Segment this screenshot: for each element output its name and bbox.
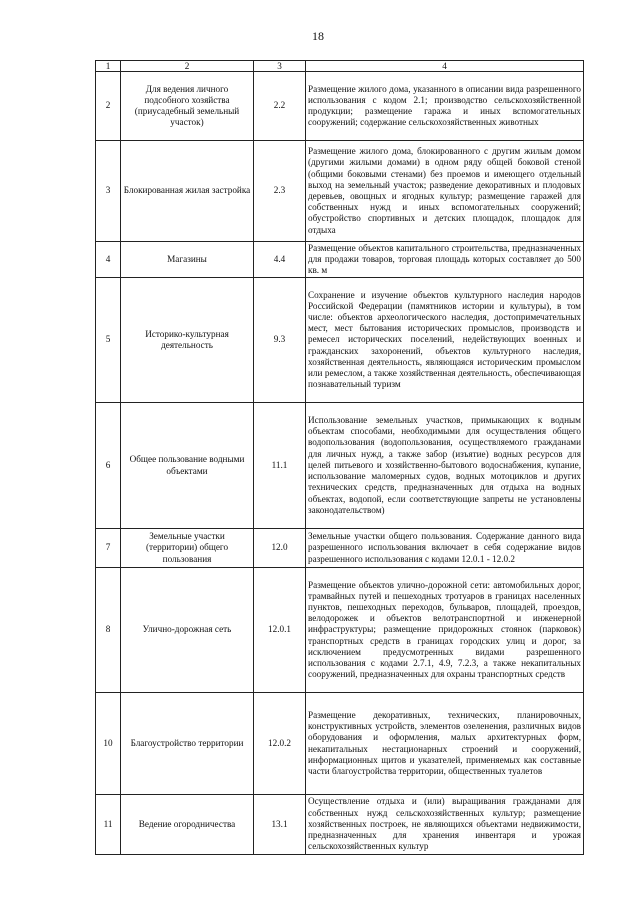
use-type-name: Блокированная жилая застройка	[121, 141, 254, 242]
page-number: 18	[312, 29, 324, 43]
use-type-code: 12.0.2	[254, 693, 306, 795]
table-row	[96, 72, 584, 141]
row-number: 3	[96, 141, 121, 242]
use-type-description: Размещение объектов капитального строительства, предназначенных для продажи товаров, торговая площадь которых составляет до 500 кв. м	[306, 242, 584, 278]
table-row	[96, 242, 584, 278]
header-cell-name: 2	[121, 61, 254, 72]
header-cell-code: 3	[254, 61, 306, 72]
row-number: 7	[96, 529, 121, 568]
use-type-name: Историко-культурная деятельность	[121, 278, 254, 403]
use-type-description: Размещение жилого дома, указанного в описании вида разрешенного использования с кодом 2.1; производство сельскохозяйственной продукции; размещение гаража и иных вспомогательных сооружений; содержание сельскохозяйственных животных	[306, 72, 584, 141]
table-row	[96, 693, 584, 795]
use-type-code: 2.3	[254, 141, 306, 242]
table-row	[96, 568, 584, 693]
use-type-name: Земельные участки (территории) общего пользования	[121, 529, 254, 568]
use-type-description: Использование земельных участков, примыкающих к водным объектам способами, необходимыми для осуществления общего водопользования (водопользования, осуществляемого гражданами для личных нужд, а также забор (изъятие) водных ресурсов для целей питьевого и хозяйственно-бытового водоснабжения, купание, использование маломерных судов, водных мотоциклов и других технических средств, предназначенных для отдыха на водных объектах, водопой, если соответствующие запреты не установлены законодательством)	[306, 403, 584, 529]
row-number: 6	[96, 403, 121, 529]
use-type-name: Ведение огородничества	[121, 795, 254, 855]
use-type-code: 13.1	[254, 795, 306, 855]
row-number: 8	[96, 568, 121, 693]
use-type-name: Магазины	[121, 242, 254, 278]
use-type-description: Земельные участки общего пользования. Содержание данного вида разрешенного использования включает в себя содержание видов разрешенного использования с кодами 12.0.1 - 12.0.2	[306, 529, 584, 568]
use-type-description: Размещение объектов улично-дорожной сети: автомобильных дорог, трамвайных путей и пешеходных тротуаров в границах населенных пунктов, пешеходных переходов, бульваров, площадей, проездов, велодорожек и объектов велотранспортной и инженерной инфраструктуры; размещение придорожных стоянок (парковок) транспортных средств в границах городских улиц и дорог, за исключением предусмотренных видами разрешенного использования с кодами 2.7.1, 4.9, 7.2.3, а также некапитальных сооружений, предназначенных для охраны транспортных средств	[306, 568, 584, 693]
header-cell-description: 4	[306, 61, 584, 72]
table-row	[96, 529, 584, 568]
row-number: 2	[96, 72, 121, 141]
table-row	[96, 403, 584, 529]
row-number: 11	[96, 795, 121, 855]
row-number: 10	[96, 693, 121, 795]
use-type-description: Сохранение и изучение объектов культурного наследия народов Российской Федерации (памятников истории и культуры), в том числе: объектов археологического наследия, достопримечательных мест, мест бытования исторических промыслов, производств и ремесел исторических поселений, недействующих военных и гражданских захоронений, объектов культурного наследия, хозяйственная деятельность, являющаяся историческим промыслом или ремеслом, а также хозяйственная деятельность, обеспечивающая познавательный туризм	[306, 278, 584, 403]
table-row	[96, 795, 584, 855]
use-type-description: Осуществление отдыха и (или) выращивания гражданами для собственных нужд сельскохозяйственных культур; размещение хозяйственных построек, не являющихся объектами недвижимости, предназначенных для хранения инвентаря и урожая сельскохозяйственных культур	[306, 795, 584, 855]
use-type-code: 9.3	[254, 278, 306, 403]
table-row	[96, 141, 584, 242]
use-type-code: 12.0.1	[254, 568, 306, 693]
use-type-code: 4.4	[254, 242, 306, 278]
use-type-code: 11.1	[254, 403, 306, 529]
use-type-description: Размещение жилого дома, блокированного с другим жилым домом (другими жилыми домами) в одном ряду общей боковой стеной (общими боковыми стенами) без проемов и имеющего отдельный выход на земельный участок; разведение декоративных и плодовых деревьев, овощных и ягодных культур; размещение гаражей для собственных нужд и иных вспомогательных сооружений; обустройство спортивных и детских площадок, площадок для отдыха	[306, 141, 584, 242]
use-type-name: Для ведения личного подсобного хозяйства (приусадебный земельный участок)	[121, 72, 254, 141]
use-type-name: Общее пользование водными объектами	[121, 403, 254, 529]
use-type-description: Размещение декоративных, технических, планировочных, конструктивных устройств, элементов озеленения, различных видов оборудования и оформления, малых архитектурных форм, некапитальных нестационарных строений и сооружений, информационных щитов и указателей, применяемых как составные части благоустройства территории, общественных туалетов	[306, 693, 584, 795]
table-row	[96, 278, 584, 403]
row-number: 5	[96, 278, 121, 403]
table-header-row	[96, 61, 584, 72]
row-number: 4	[96, 242, 121, 278]
use-type-name: Благоустройство территории	[121, 693, 254, 795]
use-type-name: Улично-дорожная сеть	[121, 568, 254, 693]
use-type-code: 12.0	[254, 529, 306, 568]
land-use-table	[95, 60, 584, 855]
use-type-code: 2.2	[254, 72, 306, 141]
header-cell-number: 1	[96, 61, 121, 72]
